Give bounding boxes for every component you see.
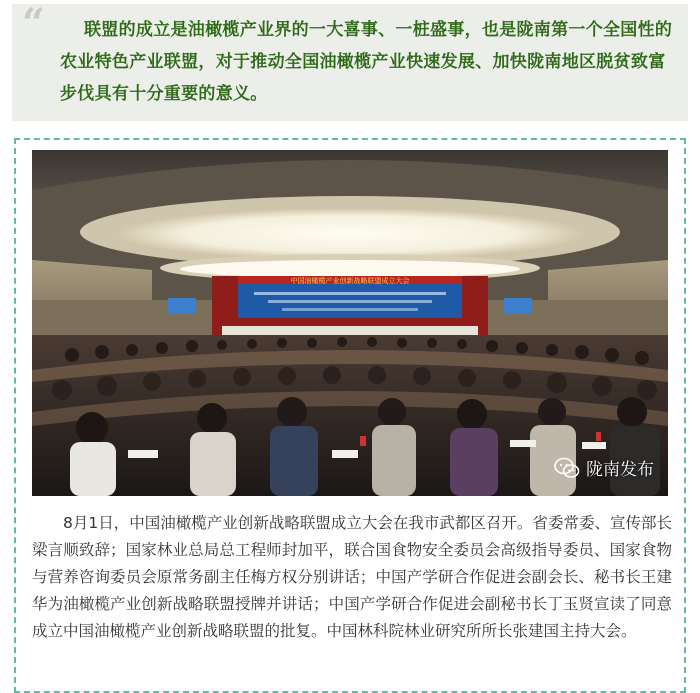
article-paragraph: 8月1日，中国油橄榄产业创新战略联盟成立大会在我市武都区召开。省委常委、宣传部长梁言顺致辞；国家林业总局总工程师封加平，联合国食物安全委员会高级指导委员、国家食物与营养咨询委员会原常务副主任梅方权分别讲话；中国产学研合作促进会副会长、秘书长王建华为油橄榄产业创新战略联盟授牌并讲话；中国产学研合作促进会副秘书长丁玉贤宣读了同意成立中国油橄榄产业创新战略联盟的批复。中国林科院林业研究所所长张建国主持大会。	[32, 514, 672, 640]
stage-banner: 中国油橄榄产业创新战略联盟成立大会	[290, 277, 410, 285]
conference-hall-illustration	[32, 150, 668, 496]
watermark-text: 陇南发布	[586, 460, 654, 480]
wechat-icon	[554, 457, 580, 479]
conference-photo	[32, 150, 668, 496]
watermark	[554, 455, 654, 480]
quote-text: 联盟的成立是油橄榄产业界的一大喜事、一桩盛事，也是陇南第一个全国性的农业特色产业联盟，对于推动全国油橄榄产业快速发展、加快陇南地区脱贫致富步伐具有十分重要的意义。	[60, 20, 673, 104]
quote-mark-icon: “	[22, 0, 46, 47]
quote-box	[12, 0, 688, 121]
